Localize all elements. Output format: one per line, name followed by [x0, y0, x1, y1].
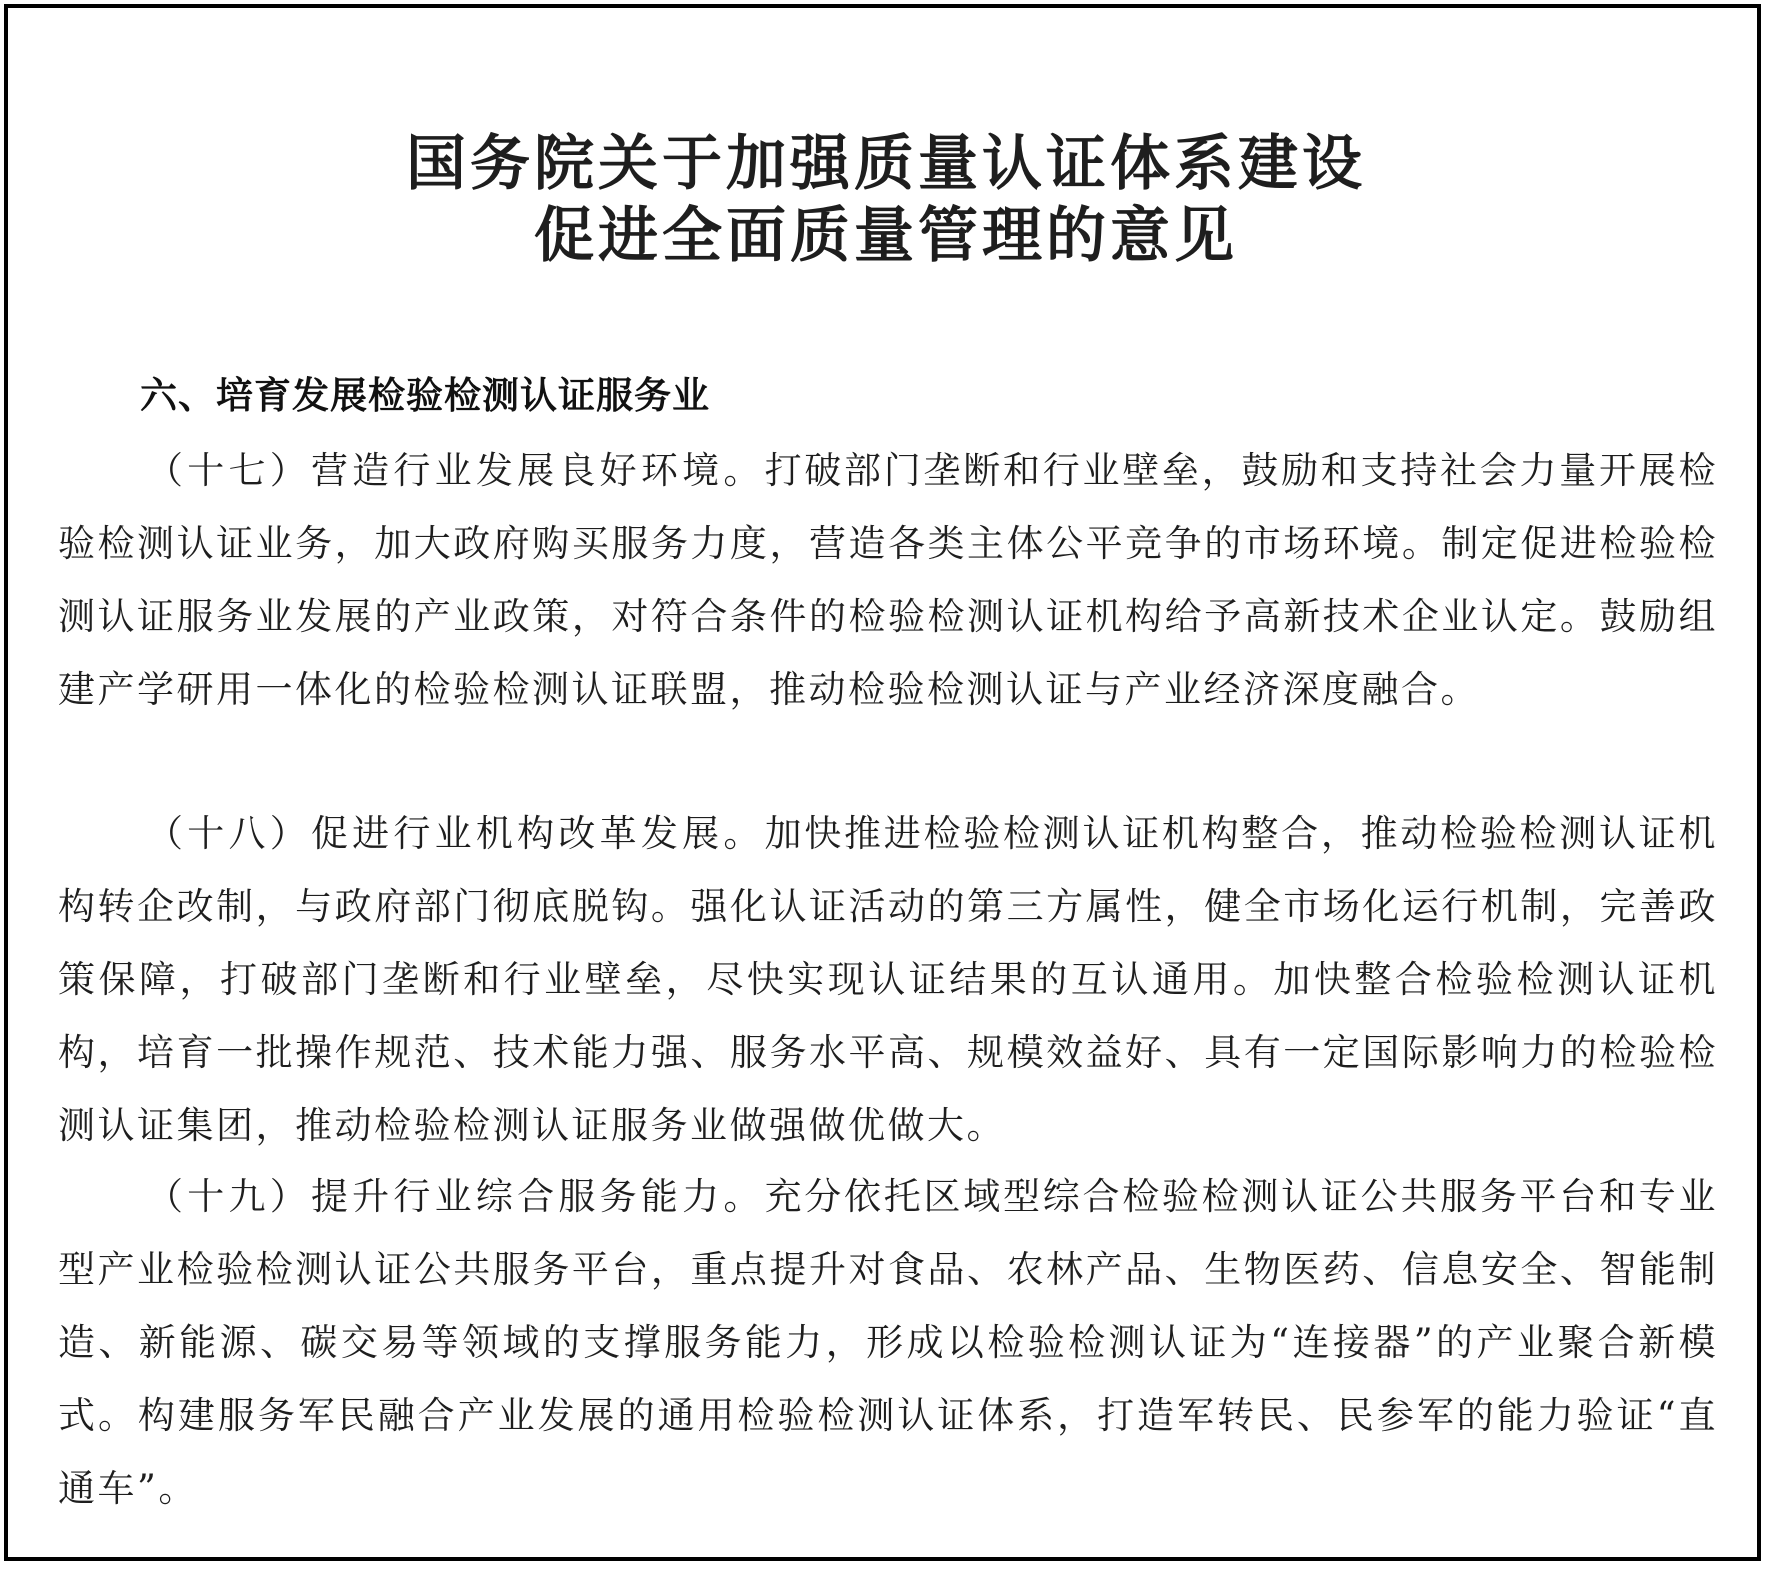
paragraph-18-body: 加快推进检验检测认证机构整合，推动检验检测认证机构转企改制，与政府部门彻底脱钩。强化认证活动的第三方属性，健全市场化运行机制，完善政策保障，打破部门垄断和行业壁垒，尽快实现认证结果的互认通用。加快整合检验检测认证机构，培育一批操作规范、技术能力强、服务水平高、规模效益好、具有一定国际影响力的检验检测认证集团，推动检验检测认证服务业做强做优做大。 [58, 812, 1719, 1147]
title-line-2: 促进全面质量管理的意见 [534, 201, 1238, 272]
section-heading: 六、培育发展检验检测认证服务业 [140, 374, 710, 417]
title-line-1: 国务院关于加强质量认证体系建设 [406, 129, 1366, 200]
paragraph-18 [58, 797, 1718, 1162]
document-title [0, 128, 1772, 272]
paragraph-17-lead: （十七）营造行业发展良好环境。 [146, 449, 765, 492]
paragraph-19 [58, 1160, 1718, 1525]
paragraph-19-lead: （十九）提升行业综合服务能力。 [146, 1175, 765, 1218]
paragraph-18-lead: （十八）促进行业机构改革发展。 [146, 812, 765, 855]
paragraph-19-body: 充分依托区域型综合检验检测认证公共服务平台和专业型产业检验检测认证公共服务平台，重点提升对食品、农林产品、生物医药、信息安全、智能制造、新能源、碳交易等领域的支撑服务能力，形成以检验检测认证为“连接器”的产业聚合新模式。构建服务军民融合产业发展的通用检验检测认证体系，打造军转民、民参军的能力验证“直通车”。 [58, 1175, 1719, 1510]
paragraph-17 [58, 434, 1718, 726]
paragraph-17-body: 打破部门垄断和行业壁垒，鼓励和支持社会力量开展检验检测认证业务，加大政府购买服务力度，营造各类主体公平竞争的市场环境。制定促进检验检测认证服务业发展的产业政策，对符合条件的检验检测认证机构给予高新技术企业认定。鼓励组建产学研用一体化的检验检测认证联盟，推动检验检测认证与产业经济深度融合。 [58, 449, 1719, 711]
